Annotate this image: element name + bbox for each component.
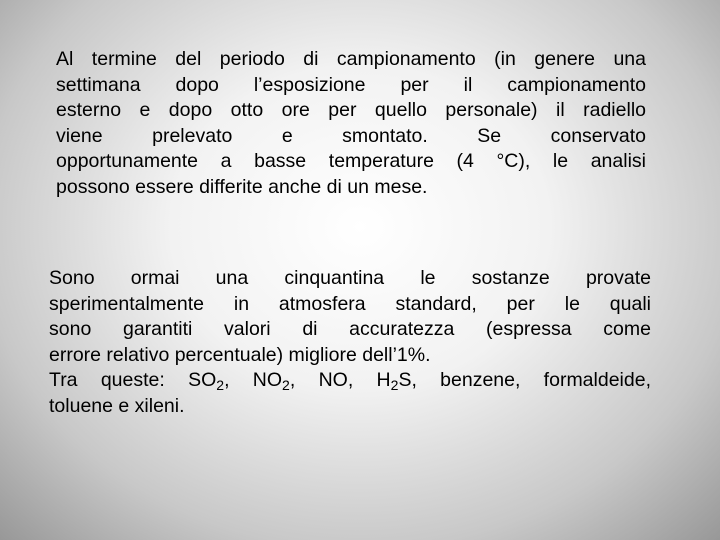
text-line: sperimentalmente in atmosfera standard, per le quali (49, 292, 651, 315)
text-fragment: , NO (224, 369, 283, 392)
subscript: 2 (390, 377, 399, 394)
text-line: esterno e dopo otto ore per quello personale) il radiello (56, 99, 646, 122)
subscript: 2 (216, 377, 225, 394)
text-fragment: S, benzene, formaldeide, (398, 369, 651, 392)
text-line: Sono ormai una cinquantina le sostanze provate (49, 267, 651, 289)
text-fragment: Tra queste: SO (49, 369, 217, 392)
text-fragment: , NO, H (289, 369, 391, 392)
text-line: sono garantiti valori di accuratezza (espressa come (49, 318, 651, 341)
text-line: opportunamente a basse temperature (4 °C), le analisi (56, 150, 646, 173)
text-line: Al termine del periodo di campionamento (in genere una (56, 48, 646, 70)
paragraph-sampling (56, 47, 646, 201)
compound-list-line (49, 368, 651, 394)
text-line: errore relativo percentuale) migliore dell’1%. (49, 343, 431, 366)
subscript: 2 (282, 377, 290, 394)
paragraph-substances (49, 266, 651, 420)
text-line: possono essere differite anche di un mese. (56, 175, 428, 198)
text-line: toluene e xileni. (49, 394, 185, 417)
text-line: settimana dopo l’esposizione per il campionamento (56, 73, 646, 96)
text-line: viene prelevato e smontato. Se conservato (56, 124, 646, 147)
